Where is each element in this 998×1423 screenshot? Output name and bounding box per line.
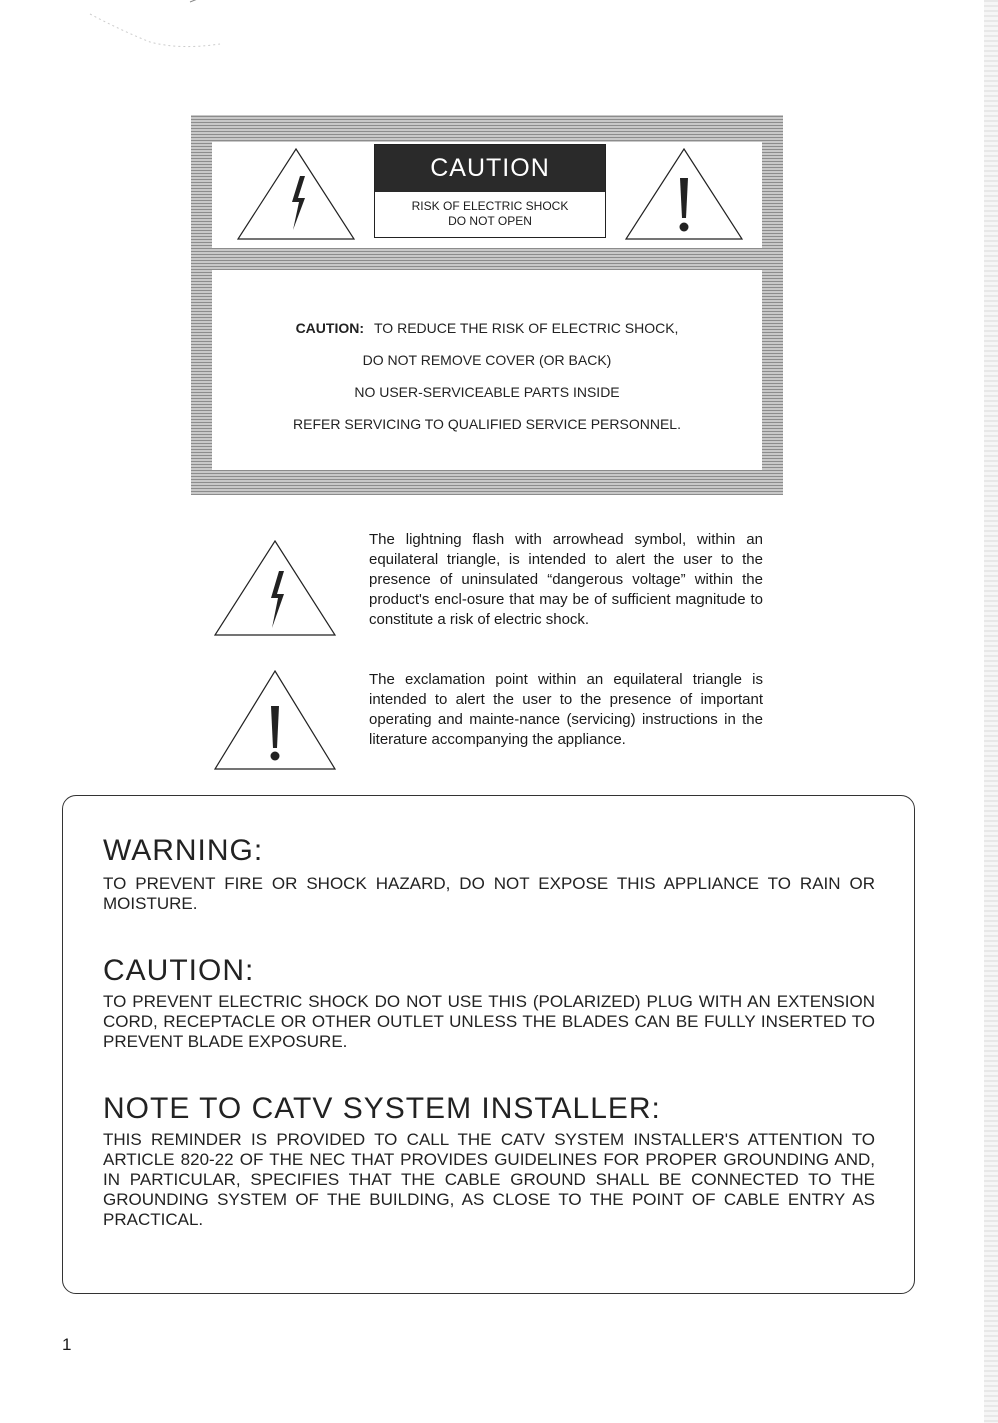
label-line-1 — [212, 312, 762, 344]
exclamation-explanation: The exclamation point within an equilateral triangle is intended to alert the user to the presence of important operating and mainte-nance (servicing) instructions in the literature accompanying the appliance. — [369, 671, 763, 748]
label-line-1-text: TO REDUCE THE RISK OF ELECTRIC SHOCK, — [374, 320, 679, 336]
lightning-triangle-icon — [234, 146, 358, 242]
label-bottom-panel — [212, 270, 762, 470]
scan-edge — [984, 0, 998, 1423]
warning-box — [62, 795, 915, 1294]
catv-heading: NOTE TO CATV SYSTEM INSTALLER: — [103, 1092, 661, 1125]
page-number: 1 — [62, 1335, 72, 1354]
caution-text: TO PREVENT ELECTRIC SHOCK DO NOT USE THIS (POLARIZED) PLUG WITH AN EXTENSION CORD, RECEPTACLE OR OTHER OUTLET UNLESS THE BLADES CAN BE FULLY INSERTED TO PREVENT BLADE EXPOSURE. — [103, 992, 875, 1051]
label-line-4: REFER SERVICING TO QUALIFIED SERVICE PERSONNEL. — [293, 416, 681, 432]
scan-mark — [80, 0, 240, 60]
label-line-3: NO USER-SERVICEABLE PARTS INSIDE — [354, 384, 620, 400]
label-line-2: DO NOT REMOVE COVER (OR BACK) — [362, 352, 612, 368]
label-text — [212, 312, 762, 440]
caution-plate-text — [375, 192, 605, 229]
exclamation-triangle-icon — [622, 146, 746, 242]
exclamation-symbol-icon — [212, 668, 338, 772]
label-top-panel — [212, 142, 762, 248]
caution-plate-title: CAUTION — [375, 145, 605, 192]
lightning-symbol-icon — [212, 538, 338, 638]
catv-text: THIS REMINDER IS PROVIDED TO CALL THE CATV SYSTEM INSTALLER'S ATTENTION TO ARTICLE 820-22 OF THE NEC THAT PROVIDES GUIDELINES FOR PROPER GROUNDING AND, IN PARTICULAR, SPECIFIES THAT THE CABLE GROUND SHALL BE CONNECTED TO THE GROUNDING SYSTEM OF THE BUILDING, AS CLOSE TO THE POINT OF CABLE ENTRY AS PRACTICAL. — [103, 1130, 875, 1229]
plate-line-2: DO NOT OPEN — [448, 214, 532, 228]
lightning-explanation: The lightning flash with arrowhead symbol, within an equilateral triangle, is intended to alert the user to the presence of uninsulated “dangerous voltage” within the product's encl-osure that may be of sufficient magnitude to constitute a risk of electric shock. — [369, 531, 763, 628]
caution-plate — [374, 144, 606, 238]
caution-label — [191, 115, 783, 495]
warning-heading: WARNING: — [103, 834, 264, 867]
warning-text: TO PREVENT FIRE OR SHOCK HAZARD, DO NOT EXPOSE THIS APPLIANCE TO RAIN OR MOISTURE. — [103, 874, 875, 913]
label-caution-prefix: CAUTION: — [295, 320, 364, 336]
caution-heading: CAUTION: — [103, 954, 255, 987]
plate-line-1: RISK OF ELECTRIC SHOCK — [411, 199, 569, 213]
